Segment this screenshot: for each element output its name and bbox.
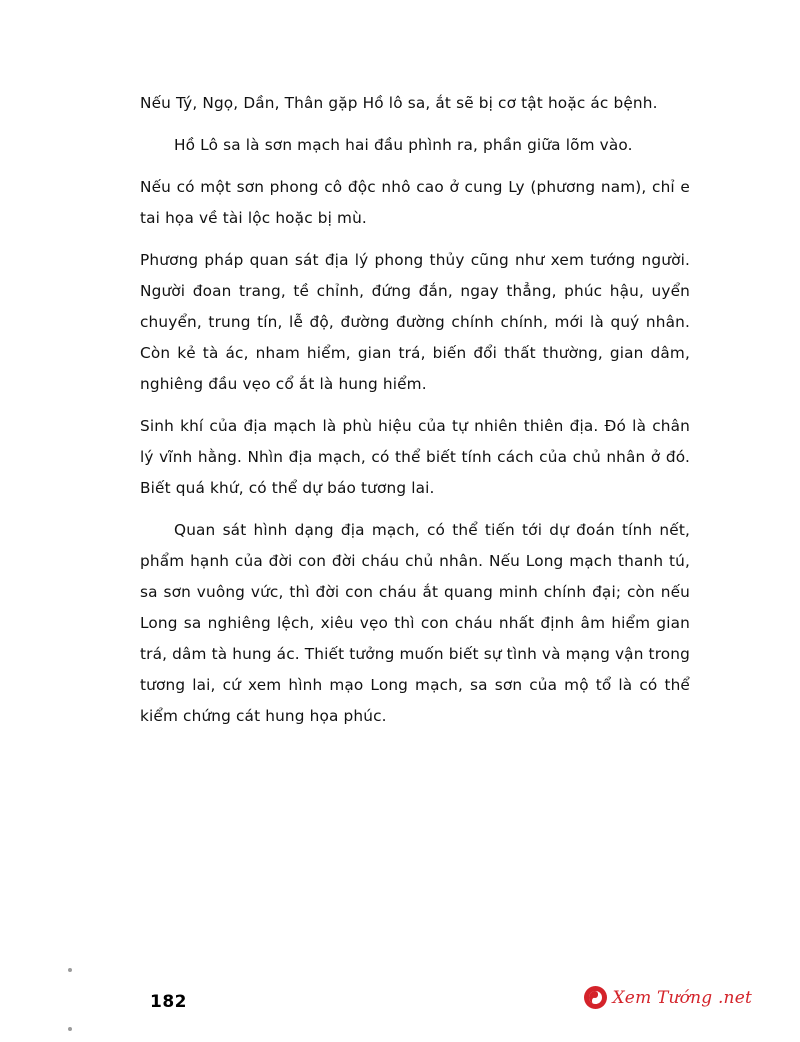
scan-speck (68, 968, 72, 972)
site-watermark (584, 986, 753, 1009)
paragraph: Phương pháp quan sát địa lý phong thủy cũng như xem tướng người. Người đoan trang, tề chỉnh, đứng đắn, ngay thẳng, phúc hậu, uyển chuyển, trung tín, lễ độ, đường đường chính chính, mới là quý nhân. Còn kẻ tà ác, nham hiểm, gian trá, biến đổi thất thường, gian dâm, nghiêng đầu vẹo cổ ắt là hung hiểm. (140, 251, 690, 393)
watermark-label: Xem Tướng .net (612, 987, 752, 1008)
paragraph: Nếu Tý, Ngọ, Dần, Thân gặp Hồ lô sa, ắt sẽ bị cơ tật hoặc ác bệnh. (140, 94, 658, 112)
yin-yang-icon (584, 986, 607, 1009)
paragraph: Sinh khí của địa mạch là phù hiệu của tự nhiên thiên địa. Đó là chân lý vĩnh hằng. Nhìn địa mạch, có thể biết tính cách của chủ nhân ở đó. Biết quá khứ, có thể dự báo tương lai. (140, 417, 690, 497)
scan-speck (68, 1027, 72, 1031)
paragraph: Quan sát hình dạng địa mạch, có thể tiến tới dự đoán tính nết, phẩm hạnh của đời con đời cháu chủ nhân. Nếu Long mạch thanh tú, sa sơn vuông vức, thì đời con cháu ắt quang minh chính đại; còn nếu Long sa nghiêng lệch, xiêu vẹo thì con cháu nhất định âm hiểm gian trá, dâm tà hung ác. Thiết tưởng muốn biết sự tình và mạng vận trong tương lai, cứ xem hình mạo Long mạch, sa sơn của mộ tổ là có thể kiểm chứng cát hung họa phúc. (140, 521, 691, 725)
paragraph: Nếu có một sơn phong cô độc nhô cao ở cung Ly (phương nam), chỉ e tai họa về tài lộc hoặc bị mù. (140, 178, 690, 227)
paragraph: Hồ Lô sa là sơn mạch hai đầu phình ra, phần giữa lõm vào. (174, 136, 633, 154)
page-body (140, 88, 690, 743)
page-number: 182 (150, 992, 187, 1012)
